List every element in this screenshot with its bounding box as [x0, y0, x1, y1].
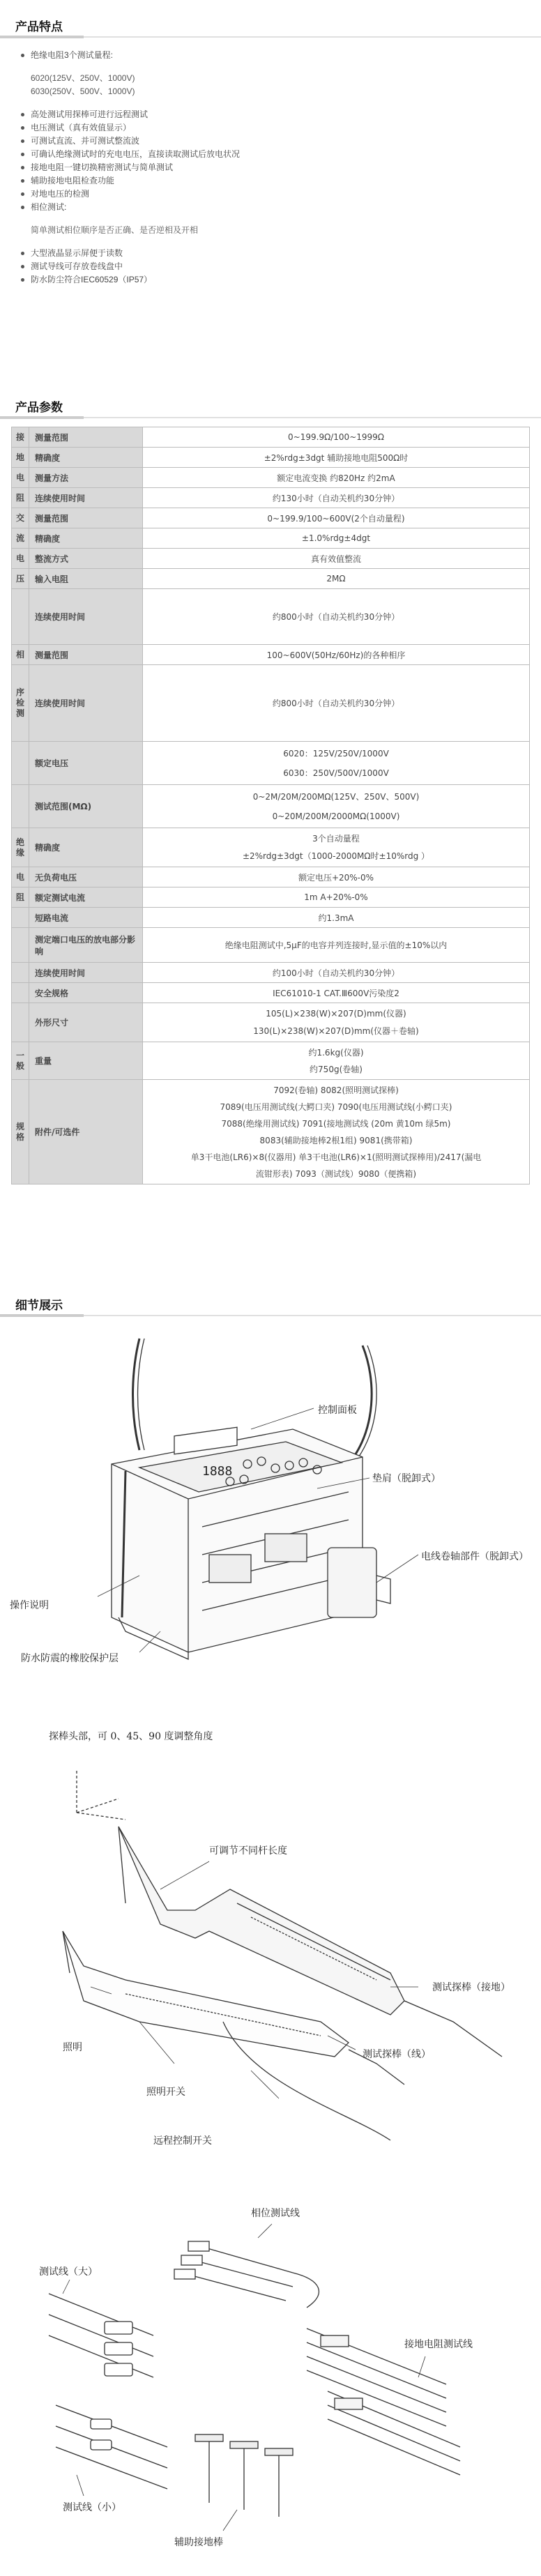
- spec-row: [12, 549, 530, 569]
- label-adjust-length: 可调节不同杆长度: [209, 1845, 287, 1857]
- spec-value: 额定电流变换 约820Hz 约2mA: [143, 468, 530, 488]
- spec-value: ±1.0%rdg±4dgt: [143, 528, 530, 549]
- spec-value: [143, 1003, 530, 1042]
- feature-text: 6020(125V、250V、1000V): [31, 73, 135, 83]
- spec-category: [12, 983, 29, 1003]
- feature-text: 简单测试相位顺序是否正确、是否逆相及开相: [31, 225, 199, 235]
- spec-label: 精确度: [29, 528, 143, 549]
- spec-row: [12, 528, 530, 549]
- instrument-illustration: [0, 1325, 541, 1687]
- feature-text: 高处测试用探棒可进行远程测试: [31, 109, 148, 119]
- feature-text: 可确认绝缘测试时的充电电压，直接读取测试后放电状况: [31, 149, 241, 159]
- label-test-probe-ground: 测试探棒（接地）: [432, 1982, 510, 1993]
- spec-value: [143, 828, 530, 867]
- probe-figure: [0, 1722, 541, 2154]
- label-lighting: 照明: [63, 2042, 82, 2053]
- label-manual: 操作说明: [10, 1600, 49, 1611]
- label-light-switch: 照明开关: [146, 2087, 185, 2098]
- feature-text: 接地电阻一键切换精密测试与简单测试: [31, 162, 174, 172]
- feature-item: [21, 260, 240, 273]
- spec-label: 额定测试电流: [29, 887, 143, 908]
- spec-category: 电: [12, 867, 29, 887]
- spec-category: 交: [12, 508, 29, 528]
- label-rubber: 防水防震的橡胶保护层: [21, 1653, 119, 1664]
- spec-label: 重量: [29, 1042, 143, 1080]
- spec-value: 约1.3mA: [143, 908, 530, 928]
- feature-item: [21, 161, 240, 174]
- spec-category: 阻: [12, 887, 29, 908]
- spec-label: 连续使用时间: [29, 665, 143, 742]
- feature-text: 大型液晶显示屏便于读数: [31, 248, 123, 258]
- spec-row: [12, 742, 530, 785]
- spec-row: [12, 665, 530, 742]
- spec-label: 整流方式: [29, 549, 143, 569]
- spec-label: 精确度: [29, 828, 143, 867]
- feature-item: [21, 247, 240, 260]
- feature-list: [21, 49, 240, 287]
- spec-row: [12, 785, 530, 828]
- feature-spacer: [21, 214, 240, 224]
- feature-text: 绝缘电阻3个测试量程:: [31, 50, 114, 60]
- bullet-icon: [21, 192, 24, 196]
- feature-text: 对地电压的检测: [31, 189, 90, 199]
- feature-spacer: [21, 237, 240, 247]
- spec-value-line: 130(L)×238(W)×207(D)mm(仪器＋卷轴): [253, 1026, 419, 1036]
- spec-category: 规格: [12, 1080, 29, 1184]
- spec-label: 无负荷电压: [29, 867, 143, 887]
- feature-text: 电压测试（真有效值显示）: [31, 123, 132, 132]
- bullet-icon: [21, 139, 24, 143]
- spec-value-line: 7089(电压用测试线(大鳄口夹) 7090(电压用测试线(小鳄口夹): [220, 1102, 452, 1112]
- spec-category: 流: [12, 528, 29, 549]
- spec-label: 附件/可选件: [29, 1080, 143, 1184]
- spec-label: 测定端口电压的放电部分影响: [29, 928, 143, 963]
- spec-value-line: 7088(绝缘用测试线) 7091(接地测试线 (20m 黄10m 绿5m): [221, 1118, 451, 1129]
- spec-row: [12, 1042, 530, 1080]
- spec-category: [12, 742, 29, 785]
- probe-illustration: [0, 1722, 541, 2154]
- feature-item: [21, 148, 240, 161]
- spec-row: [12, 1003, 530, 1042]
- spec-category: 压: [12, 569, 29, 589]
- spec-row: [12, 963, 530, 983]
- spec-label: 测量范围: [29, 508, 143, 528]
- spec-row: [12, 488, 530, 508]
- label-remote-switch: 远程控制开关: [153, 2135, 212, 2147]
- lead-figure: [0, 2175, 541, 2566]
- bullet-icon: [21, 278, 24, 282]
- spec-category: [12, 963, 29, 983]
- feature-spacer: [21, 98, 240, 108]
- spec-value: 2MΩ: [143, 569, 530, 589]
- spec-value-line: 105(L)×238(W)×207(D)mm(仪器): [266, 1008, 406, 1019]
- spec-value: 绝缘电阻测试中,5μF的电容并列连接时,显示值的±10%以内: [143, 928, 530, 963]
- spec-value-line: 流钳形表) 7093（测试线）9080（便携箱): [255, 1168, 417, 1179]
- feature-text: 可测试直流、并可测试整流波: [31, 136, 140, 146]
- spec-label: 连续使用时间: [29, 963, 143, 983]
- spec-row: [12, 448, 530, 468]
- spec-category: 地: [12, 448, 29, 468]
- spec-row: [12, 468, 530, 488]
- spec-value: 1m A+20%-0%: [143, 887, 530, 908]
- spec-label: 短路电流: [29, 908, 143, 928]
- spec-value-line: 8083(辅助接地棒2根1组) 9081(携带箱): [259, 1135, 413, 1145]
- features-divider: [0, 36, 541, 38]
- bullet-icon: [21, 54, 24, 57]
- spec-divider: [0, 417, 541, 418]
- spec-row: [12, 887, 530, 908]
- spec-label: 测量范围: [29, 427, 143, 448]
- instrument-figure: [0, 1325, 541, 1687]
- feature-item: [21, 49, 240, 62]
- spec-value: 100~600V(50Hz/60Hz)的各种相序: [143, 645, 530, 665]
- spec-label: 测试范围(MΩ): [29, 785, 143, 828]
- spec-row: [12, 427, 530, 448]
- spec-value: 真有效值整流: [143, 549, 530, 569]
- spec-category: 绝缘: [12, 828, 29, 867]
- feature-item: [21, 108, 240, 121]
- spec-category: [12, 928, 29, 963]
- spec-row: [12, 908, 530, 928]
- spec-value: ±2%rdg±3dgt 辅助接地电阻500Ω时: [143, 448, 530, 468]
- spec-category: 电: [12, 468, 29, 488]
- feature-item: [21, 121, 240, 135]
- bullet-icon: [21, 179, 24, 183]
- spec-row: [12, 983, 530, 1003]
- bullet-icon: [21, 252, 24, 255]
- feature-item: [21, 273, 240, 287]
- spec-value-line: 6030：250V/500V/1000V: [283, 768, 389, 778]
- detail-divider: [0, 1315, 541, 1316]
- spec-value: IEC61010-1 CAT.Ⅲ600V污染度2: [143, 983, 530, 1003]
- label-probe-head: 探棒头部，可 0、45、90 度调整角度: [49, 1731, 213, 1742]
- spec-value-line: 约1.6kg(仪器): [308, 1047, 364, 1058]
- spec-value-line: 单3干电池(LR6)×8(仪器用) 单3干电池(LR6)×1(照明测试探棒用)/2417(漏电: [190, 1152, 482, 1162]
- spec-value-line: 6020：125V/250V/1000V: [283, 748, 389, 759]
- spec-value-line: 7092(卷轴) 8082(照明测试探棒): [273, 1085, 399, 1095]
- spec-value: 约130小时（自动关机约30分钟）: [143, 488, 530, 508]
- spec-title: 产品参数: [15, 401, 63, 415]
- spec-category: 接: [12, 427, 29, 448]
- spec-value: 约100小时（自动关机约30分钟）: [143, 963, 530, 983]
- spec-value: [143, 785, 530, 828]
- spec-table: [11, 427, 530, 1184]
- features-title: 产品特点: [15, 20, 63, 34]
- spec-category: [12, 589, 29, 645]
- spec-label: 测量范围: [29, 645, 143, 665]
- spec-row: [12, 589, 530, 645]
- spec-value: [143, 742, 530, 785]
- feature-item: [21, 135, 240, 148]
- spec-row: [12, 508, 530, 528]
- label-ground-res-line: 接地电阻测试线: [404, 2339, 473, 2350]
- spec-value: 约800小时（自动关机约30分钟）: [143, 589, 530, 645]
- spec-label: 连续使用时间: [29, 589, 143, 645]
- feature-item: [21, 174, 240, 188]
- spec-category: [12, 908, 29, 928]
- spec-value-line: 0~2M/20M/200MΩ(125V、250V、500V): [252, 791, 420, 802]
- spec-value-line: 约750g(卷轴): [310, 1064, 363, 1074]
- spec-category: [12, 785, 29, 828]
- spec-category: 序检测: [12, 665, 29, 742]
- spec-category: 相: [12, 645, 29, 665]
- spec-label: 额定电压: [29, 742, 143, 785]
- spec-value: [143, 1042, 530, 1080]
- spec-value: 0~199.9/100~600V(2个自动量程): [143, 508, 530, 528]
- feature-item: [21, 201, 240, 214]
- bullet-icon: [21, 265, 24, 268]
- label-test-probe-line: 测试探棒（线）: [363, 2049, 431, 2060]
- bullet-icon: [21, 166, 24, 169]
- label-test-line-large: 测试线（大）: [39, 2266, 98, 2278]
- spec-label: 输入电阻: [29, 569, 143, 589]
- bullet-icon: [21, 126, 24, 130]
- label-reel: 电线卷轴部件（脱卸式）: [421, 1551, 528, 1562]
- spec-label: 连续使用时间: [29, 488, 143, 508]
- spec-row: [12, 645, 530, 665]
- label-control-panel: 控制面板: [318, 1405, 357, 1416]
- spec-label: 精确度: [29, 448, 143, 468]
- spec-value-line: 3个自动量程: [312, 833, 360, 844]
- feature-detail: [21, 72, 240, 85]
- feature-text: 相位测试:: [31, 202, 67, 212]
- feature-text: 辅助接地电阻检查功能: [31, 176, 115, 185]
- spec-value: 额定电压+20%-0%: [143, 867, 530, 887]
- spec-row: [12, 928, 530, 963]
- spec-category: 一般: [12, 1042, 29, 1080]
- spec-value: 0~199.9Ω/100~1999Ω: [143, 427, 530, 448]
- label-aux-ground-rod: 辅助接地棒: [174, 2537, 223, 2548]
- spec-category: [12, 1003, 29, 1042]
- spec-value-line: 0~20M/200M/2000MΩ(1000V): [272, 811, 400, 821]
- spec-row: [12, 569, 530, 589]
- spec-label: 安全规格: [29, 983, 143, 1003]
- feature-detail: [21, 85, 240, 98]
- spec-value-line: ±2%rdg±3dgt（1000-2000MΩ时±10%rdg ）: [242, 851, 430, 861]
- label-shoulder-pad: 垫肩（脱卸式）: [372, 1473, 441, 1484]
- spec-row: [12, 1080, 530, 1184]
- spec-label: 测量方法: [29, 468, 143, 488]
- display-digits: 1888: [202, 1464, 233, 1479]
- feature-spacer: [21, 62, 240, 72]
- spec-label: 外形尺寸: [29, 1003, 143, 1042]
- spec-row: [12, 828, 530, 867]
- detail-title: 细节展示: [15, 1299, 63, 1313]
- label-test-line-small: 测试线（小）: [63, 2502, 121, 2513]
- spec-value: [143, 1080, 530, 1184]
- spec-value: 约800小时（自动关机约30分钟）: [143, 665, 530, 742]
- feature-text: 测试导线可存放卷线盘中: [31, 261, 123, 271]
- feature-item: [21, 188, 240, 201]
- spec-category: 电: [12, 549, 29, 569]
- spec-row: [12, 867, 530, 887]
- bullet-icon: [21, 113, 24, 116]
- bullet-icon: [21, 153, 24, 156]
- feature-text: 防水防尘符合IEC60529（IP57）: [31, 275, 153, 284]
- bullet-icon: [21, 206, 24, 209]
- feature-text: 6030(250V、500V、1000V): [31, 86, 135, 96]
- label-phase-line: 相位测试线: [251, 2208, 300, 2219]
- feature-detail: [21, 224, 240, 237]
- spec-category: 阻: [12, 488, 29, 508]
